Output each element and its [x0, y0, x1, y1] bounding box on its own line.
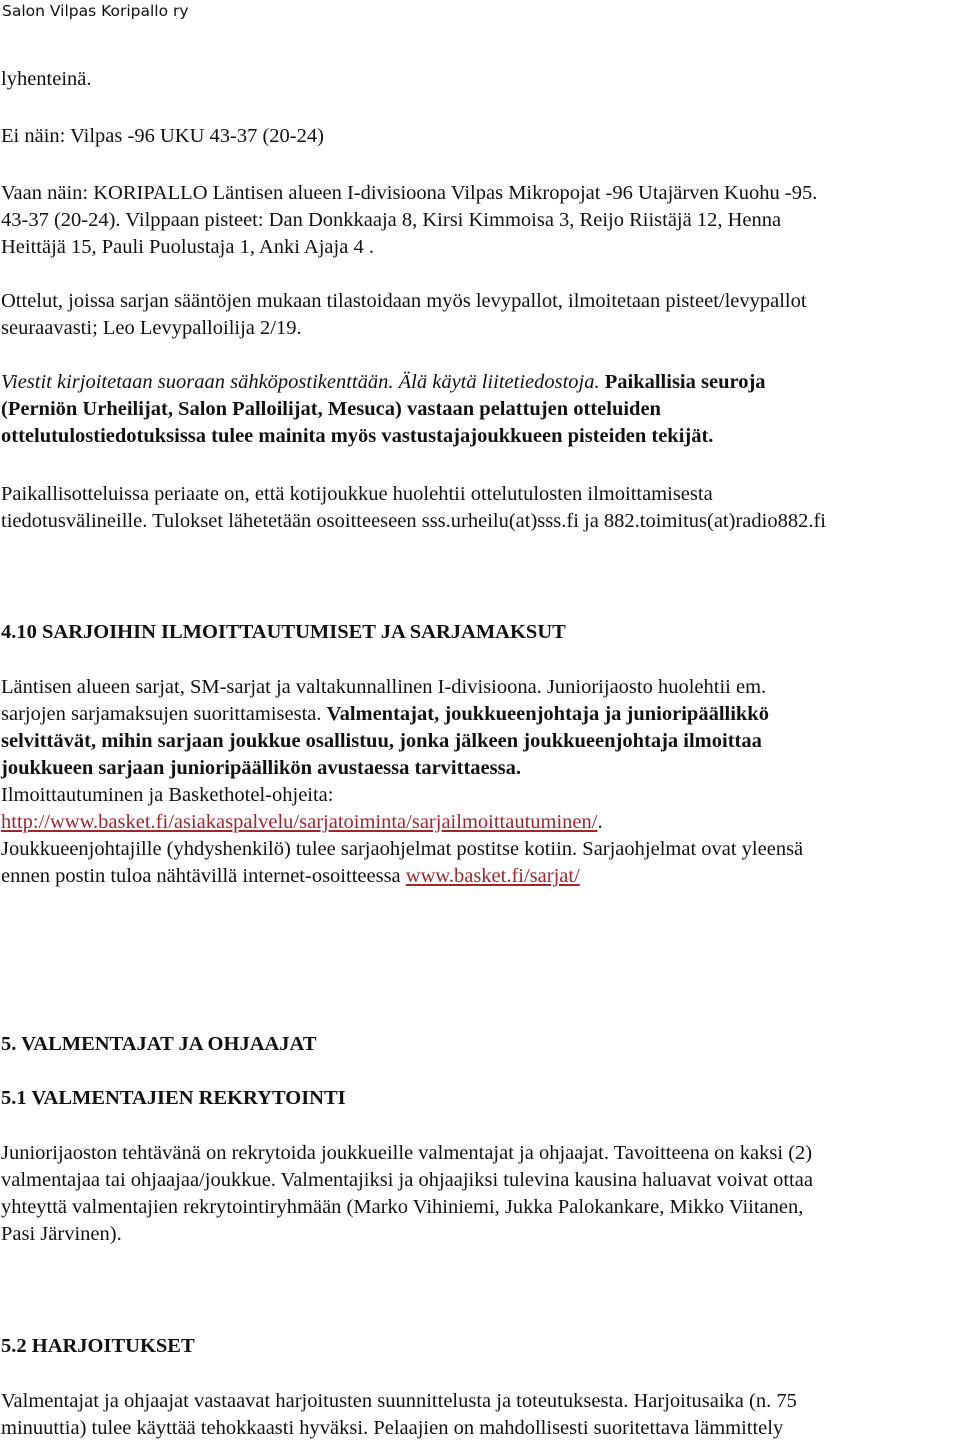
paragraph-recruitment — [1, 1140, 954, 1248]
paragraph-bad-example — [1, 123, 954, 150]
text-line: Ottelut, joissa sarjan sääntöjen mukaan tilastoidaan myös levypallot, ilmoitetaan pisteet/levypallot — [1, 290, 807, 312]
text-line: Läntisen alueen sarjat, SM-sarjat ja valtakunnallinen I-divisioona. Juniorijaosto huolehtii em. — [1, 676, 767, 698]
text-line: sarjojen sarjamaksujen suorittamisesta. — [1, 703, 327, 725]
text-line: tiedotusvälineille. Tulokset lähetetään osoitteeseen sss.urheilu(at)sss.fi ja 882.toimitus(at)radio882.fi — [1, 510, 826, 532]
bold-note: Valmentajat, joukkueenjohtaja ja junioripäällikkö — [326, 703, 769, 725]
text-line: Vaan näin: KORIPALLO Läntisen alueen I-divisioona Vilpas Mikropojat -96 Utajärven Kuohu -95. — [1, 182, 818, 204]
paragraph-continuation — [1, 66, 954, 93]
text-line: . — [597, 811, 603, 833]
bold-note: selvittävät, mihin sarjaan joukkue osallistuu, jonka jälkeen joukkueenjohtaja ilmoittaa — [1, 730, 762, 752]
section-heading-5: 5. VALMENTAJAT JA OHJAAJAT — [1, 1033, 317, 1055]
paragraph-rebounds — [1, 288, 954, 342]
text-line: valmentajaa tai ohjaajaa/joukkue. Valmentajiksi ja ohjaajiksi tulevina kausina haluavat voivat ottaa — [1, 1169, 813, 1191]
bold-note: Paikallisia seuroja — [599, 371, 766, 393]
text-line: Paikallisotteluissa periaate on, että kotijoukkue huolehtii ottelutulosten ilmoittamisesta — [1, 483, 713, 505]
text-line: Ei näin: Vilpas -96 UKU 43-37 (20-24) — [1, 125, 324, 147]
text-line: yhteyttä valmentajien rekrytointiryhmään (Marko Vihiniemi, Jukka Palokankare, Mikko Viitanen, — [1, 1196, 804, 1218]
text-line: Ilmoittautuminen ja Baskethotel-ohjeita: — [1, 784, 334, 806]
text-line: Juniorijaoston tehtävänä on rekrytoida joukkueille valmentajat ja ohjaajat. Tavoitteena on kaksi (2) — [1, 1142, 813, 1164]
registration-link[interactable]: http://www.basket.fi/asiakaspalvelu/sarjatoiminta/sarjailmoittautuminen/ — [1, 811, 598, 833]
paragraph-local-games — [1, 481, 954, 535]
paragraph-email-instructions — [1, 369, 954, 450]
section-heading-4-10: 4.10 SARJOIHIN ILMOITTAUTUMISET JA SARJAMAKSUT — [1, 621, 566, 643]
text-line: Valmentajat ja ohjaajat vastaavat harjoitusten suunnittelusta ja toteutuksesta. Harjoitusaika (n. 75 — [1, 1390, 797, 1412]
text-line: 43-37 (20-24). Vilppaan pisteet: Dan Donkkaaja 8, Kirsi Kimmoisa 3, Reijo Riistäjä 12, Henna — [1, 209, 782, 231]
paragraph-registrations — [1, 674, 954, 890]
text-line: Joukkueenjohtajille (yhdyshenkilö) tulee sarjaohjelmat postitse kotiin. Sarjaohjelmat ovat yleensä — [1, 838, 804, 860]
section-heading-5-1: 5.1 VALMENTAJIEN REKRYTOINTI — [1, 1087, 346, 1109]
text-line: seuraavasti; Leo Levypalloilija 2/19. — [1, 317, 302, 339]
text-line: Heittäjä 15, Pauli Puolustaja 1, Anki Ajaja 4 . — [1, 236, 374, 258]
text-line: lyhenteinä. — [1, 68, 92, 90]
text-line: minuuttia) tulee käyttää tehokkaasti hyväksi. Pelaajien on mahdollisesti suoritettava lämmittely — [1, 1417, 784, 1439]
text-line: Pasi Järvinen). — [1, 1223, 122, 1245]
paragraph-practices — [1, 1388, 954, 1442]
bold-note: ottelutulostiedotuksissa tulee mainita myös vastustajajoukkueen pisteiden tekijät. — [1, 425, 714, 447]
page-header: Salon Vilpas Koripallo ry — [2, 2, 189, 20]
section-heading-5-2: 5.2 HARJOITUKSET — [1, 1335, 195, 1357]
bold-note: (Perniön Urheilijat, Salon Palloilijat, Mesuca) vastaan pelattujen otteluiden — [1, 398, 661, 420]
schedule-link[interactable]: www.basket.fi/sarjat/ — [405, 865, 580, 887]
bold-note: joukkueen sarjaan junioripäällikön avustaessa tarvittaessa. — [1, 757, 521, 779]
italic-note: Viestit kirjoitetaan suoraan sähköpostikenttään. Älä käytä liitetiedostoja. — [1, 371, 600, 393]
text-line: ennen postin tuloa nähtävillä internet-osoitteessa — [1, 865, 406, 887]
paragraph-good-example — [1, 180, 954, 261]
